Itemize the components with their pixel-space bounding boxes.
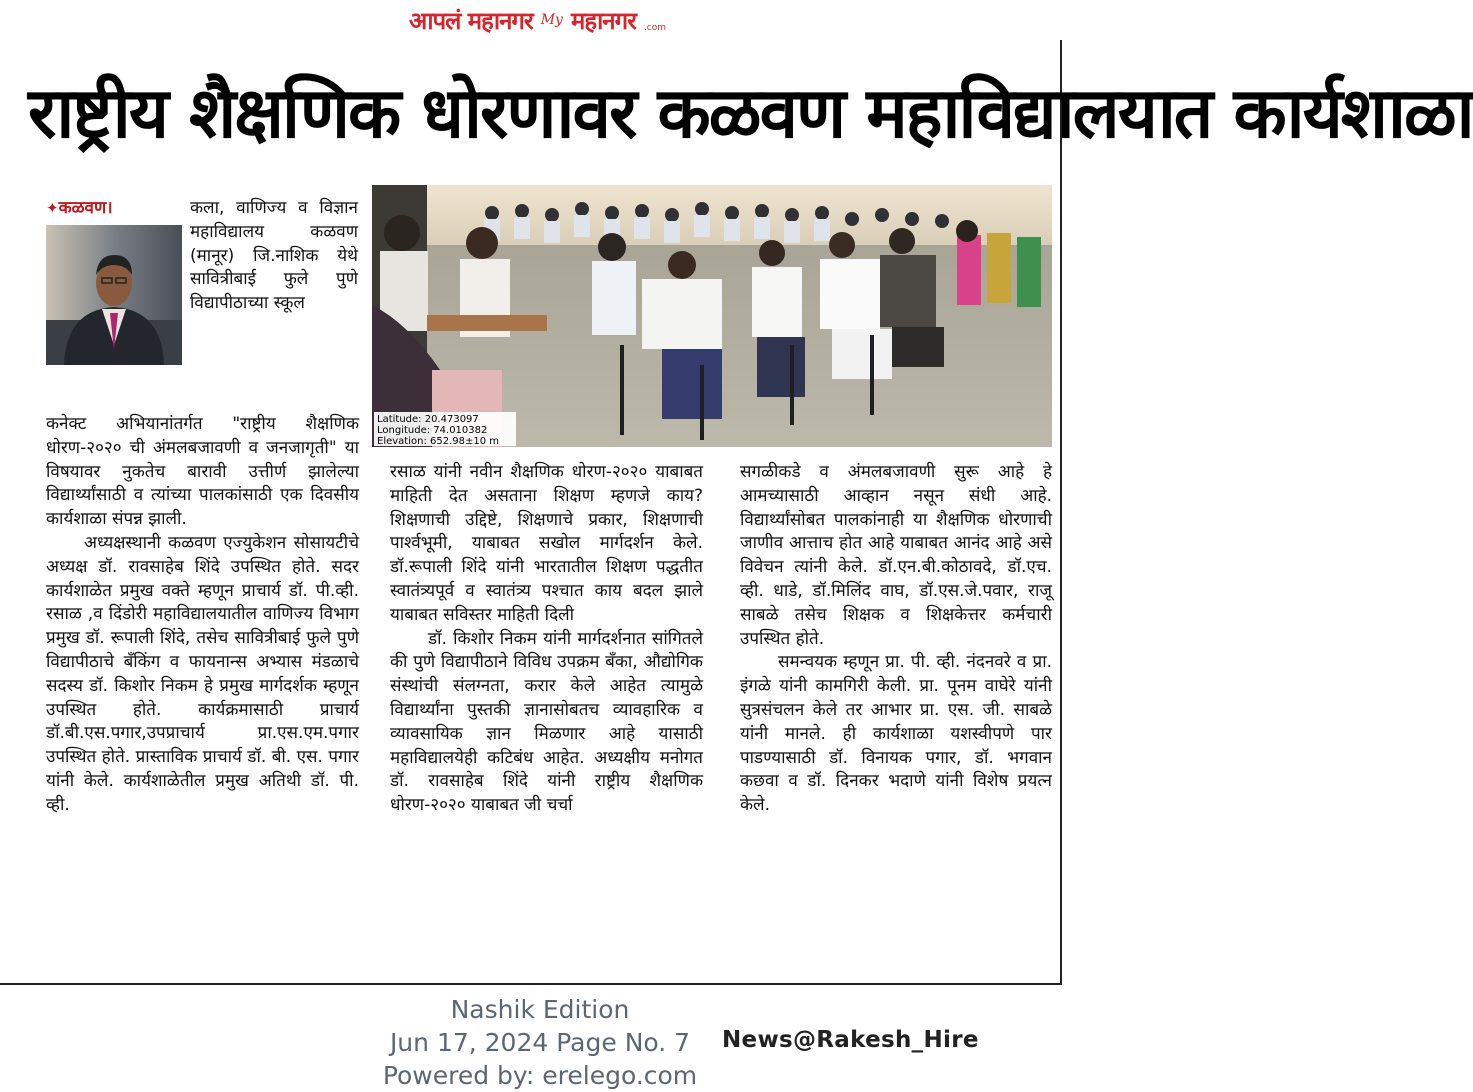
headline: राष्ट्रीय शैक्षणिक धोरणावर कळवण महाविद्यालयात कार्यशाळा (28, 72, 1473, 154)
article-col3-paragraph-2: समन्वयक म्हणून प्रा. पी. व्ही. नंदनवरे व प्रा. इंगळे यांनी कामगिरी केली. प्रा. पूनम वाघेरे यांनी सुत्रसंचलन केले तर आभार प्रा. एस. जी. साबळे यांनी मानले. ही कार्यशाळा यशस्वीपणे पार पाडण्यासाठी डॉ. विनायक पगार, डॉ. भगवान कछवा व डॉ. दिनकर भदाणे यांनी विशेष प्रयत्न केले. (740, 652, 1052, 816)
photo-geotag (374, 412, 516, 446)
masthead-brand-my: My (540, 12, 563, 28)
geotag-longitude: Longitude: 74.010382 (377, 425, 488, 436)
article-col1-continuation: कनेक्ट अभियानांतर्गत "राष्ट्रीय शैक्षणिक धोरण-२०२० ची अंमलबजावणी व जनजागृती" या विषयावर नुकतेच बारावी उत्तीर्ण झालेल्या विद्यार्थ्यांसाठी व त्यांच्या पालकांसाठी एक दिवसीय कार्यशाळा संपन्न झाली. (46, 414, 359, 530)
masthead-domain: .com (643, 23, 667, 33)
article-col2-paragraph-1: रसाळ यांनी नवीन शैक्षणिक धोरण-२०२० याबाबत माहिती देत असताना शिक्षण म्हणजे काय? शिक्षणाची उद्दिष्टे, शिक्षणाचे प्रकार, शिक्षणाची पार्श्वभूमी, याबाबत सखोल मार्गदर्शन केले. डॉ.रूपाली शिंदे यांनी भारतातील शिक्षण पद्धतीत स्वातंत्र्यपूर्व व स्वातंत्र्य पश्चात काय बदल झाले याबाबत सविस्तर माहिती दिली (390, 462, 703, 625)
speaker-portrait-photo (46, 225, 182, 365)
article-col3-paragraph-1: सगळीकडे व अंमलबजावणी सुरू आहे हे आमच्यासाठी आव्हान नसून संधी आहे. विद्यार्थ्यांसोबत पालकांनाही या शैक्षणिक धोरणाची जाणीव आत्ताच होत आहे याबाबत आनंद आहे असे विवेचन त्यांनी केले. डॉ.एन.बी.कोठावदे, डॉ.एच. व्ही. धाडे, डॉ.मिलिंद वाघ, डॉ.एस.जे.पवार, राजू साबळे तसेच शिक्षक व शिक्षकेत्तर कर्मचारी उपस्थित होते. (740, 462, 1052, 649)
star-icon: ✦ (46, 199, 59, 217)
article-col2-paragraph-2: डॉ. किशोर निकम यांनी मार्गदर्शनात सांगितले की पुणे विद्यापीठाने विविध उपक्रम बँका, औद्योगिक संस्थांची संलग्नता, करार केले आहेत त्यामुळे विद्यार्थ्यांना पुस्तकी ज्ञानासोबतच व्यावहारिक व व्यावसायिक ज्ञान मिळणार आहे यासाठी महाविद्यालयेही कटिबंध आहेत. अध्यक्षीय मनोगत डॉ. रावसाहेब शिंदे यांनी राष्ट्रीय शैक्षणिक धोरण-२०२० याबाबत जी चर्चा (390, 628, 703, 816)
edition-name: Nashik Edition (450, 995, 630, 1024)
edition-info (380, 993, 700, 1092)
masthead-logo (370, 0, 705, 40)
workshop-audience-photo (372, 185, 1052, 447)
article-intro (190, 197, 358, 316)
dateline-text: कळवण। (58, 198, 113, 218)
article-column-3 (740, 461, 1052, 818)
geotag-elevation: Elevation: 652.98±10 m (377, 436, 500, 447)
article-col1-paragraph-2: अध्यक्षस्थानी कळवण एज्युकेशन सोसायटीचे अध्यक्ष डॉ. रावसाहेब शिंदे उपस्थित होते. सदर कार्यशाळेत प्रमुख वक्ते म्हणून प्राचार्य डॉ. पी.व्ही. रसाळ ,व दिंडोरी महाविद्यालयातील वाणिज्य विभाग प्रमुख डॉ. रूपाली शिंदे, तसेच सावित्रीबाई फुले पुणे विद्यापीठाचे बँकिंग व फायनान्स अभ्यास मंडळाचे सदस्य डॉ. किशोर निकम हे प्रमुख मार्गदर्शक म्हणून उपस्थित होते. कार्यक्रमासाठी प्राचार्य डॉ.बी.एस.पगार,उपप्राचार्य प्रा.एस.एम.पगार उपस्थित होते. प्रास्ताविक प्राचार्य डॉ. बी. एस. पगार यांनी केले. कार्यशाळेतील प्रमुख अतिथी डॉ. पी. व्ही. (46, 532, 359, 815)
article-column-1 (46, 413, 359, 818)
dateline (46, 198, 113, 218)
powered-by: Powered by: erelego.com (382, 1061, 698, 1090)
edition-date-page: Jun 17, 2024 Page No. 7 (389, 1028, 691, 1057)
masthead-brand-marathi-2: महानगर (570, 6, 636, 35)
article-column-2 (390, 461, 703, 818)
credit-watermark: News@Rakesh_Hire (722, 1027, 979, 1053)
geotag-latitude: Latitude: 20.473097 (377, 414, 479, 425)
masthead-brand-marathi: आपलं महानगर (408, 6, 533, 35)
article-intro-text: कला, वाणिज्य व विज्ञान महाविद्यालय कळवण (मानूर) जि.नाशिक येथे सावित्रीबाई फुले पुणे विद्यापीठाच्या स्कूल (190, 198, 358, 314)
dateline-block (46, 197, 186, 221)
